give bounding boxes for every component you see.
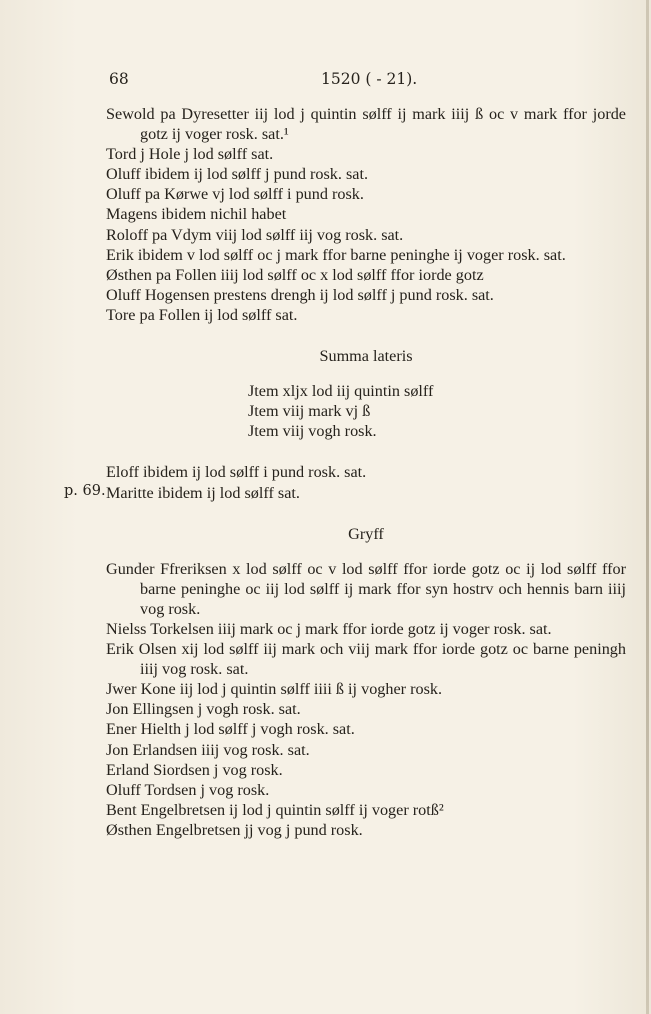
text-line: Erik ibidem v lod sølff oc j mark ffor barne peninghe ij voger rosk. sat. [106, 245, 566, 264]
spacer [106, 544, 626, 559]
page-number: 68 [109, 70, 129, 88]
text-line: Erland Siordsen j vog rosk. [106, 760, 283, 779]
spacer [106, 503, 626, 524]
text-line: Roloff pa Vdym viij lod sølff iij vog rosk. sat. [106, 225, 404, 244]
year-heading: 1520 ( - 21). [321, 70, 418, 88]
text-line: Magens ibidem nichil habet [106, 205, 287, 224]
text-line: Ener Hielth j lod sølff j vogh rosk. sat. [106, 720, 355, 739]
spacer [106, 366, 626, 381]
text-line: Oluff Hogensen prestens drengh ij lod sølff j pund rosk. sat. [106, 285, 494, 304]
text-line: Østhen Engelbretsen jj vog j pund rosk. [106, 820, 363, 839]
text-line: Nielss Torkelsen iiij mark oc j mark ffor iorde gotz ij voger rosk. sat. [106, 619, 552, 638]
body-text [106, 104, 626, 840]
page-edge [646, 0, 649, 1014]
text-line: Tore pa Follen ij lod sølff sat. [106, 305, 298, 324]
text-line: Østhen pa Follen iiij lod sølff oc x lod sølff ffor iorde gotz [106, 265, 484, 284]
text-line: Oluff pa Kørwe vj lod sølff i pund rosk. [106, 185, 364, 204]
section-heading: Gryff [348, 524, 384, 543]
spacer [106, 441, 626, 462]
summa-heading: Summa lateris [319, 347, 413, 366]
text-line: Gunder Ffreriksen x lod sølff oc v lod sølff ffor iorde gotz oc ij lod sølff ffor barne peninghe oc iij lod sølff ij mark ffor syn hostrv och hennis barn iiij vog rosk. [106, 559, 626, 618]
text-line: Oluff Tordsen j vog rosk. [106, 780, 270, 799]
text-line: Bent Engelbretsen ij lod j quintin sølff ij voger rotß² [106, 800, 444, 819]
text-line: Maritte ibidem ij lod sølff sat. [106, 483, 300, 502]
running-header [109, 70, 539, 96]
summa-line: Jtem viij vogh rosk. [248, 422, 377, 441]
text-line: Erik Olsen xij lod sølff iij mark och viij mark ffor iorde gotz oc barne peningh iiij vog rosk. sat. [106, 640, 626, 679]
spacer [106, 325, 626, 346]
text-line: Jon Erlandsen iiij vog rosk. sat. [106, 740, 310, 759]
text-line: Oluff ibidem ij lod sølff j pund rosk. sat. [106, 165, 368, 184]
summa-line: Jtem viij mark vj ß [248, 402, 371, 421]
text-line: Jon Ellingsen j vogh rosk. sat. [106, 700, 301, 719]
summa-line: Jtem xljx lod iij quintin sølff [248, 382, 434, 401]
text-line: Eloff ibidem ij lod sølff i pund rosk. sat. [106, 463, 367, 482]
text-line: Jwer Kone iij lod j quintin sølff iiii ß ij vogher rosk. [106, 680, 443, 699]
margin-page-reference: p. 69. [64, 483, 106, 499]
text-line: Sewold pa Dyresetter iij lod j quintin sølff ij mark iiij ß oc v mark ffor jorde gotz ij voger rosk. sat.¹ [106, 105, 626, 144]
text-line: Tord j Hole j lod sølff sat. [106, 145, 274, 164]
